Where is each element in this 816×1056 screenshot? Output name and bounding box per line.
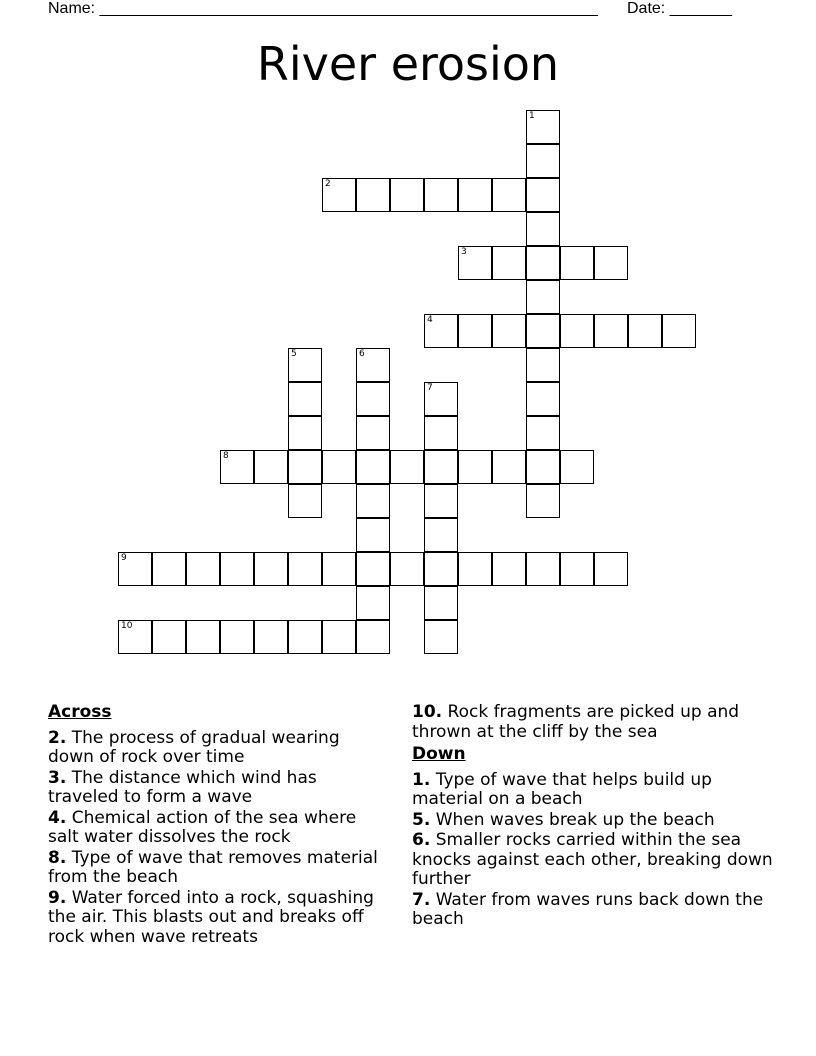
name-blank[interactable]: ________________________________________________________ — [99, 0, 598, 17]
crossword-cell[interactable] — [526, 144, 560, 178]
crossword-cell[interactable] — [390, 178, 424, 212]
crossword-cell[interactable] — [424, 450, 458, 484]
crossword-cell[interactable] — [526, 348, 560, 382]
crossword-cell[interactable] — [288, 620, 322, 654]
clue-number: 8. — [48, 847, 67, 868]
crossword-cell[interactable] — [356, 586, 390, 620]
crossword-cell[interactable] — [424, 382, 458, 416]
cell-number: 5 — [291, 349, 297, 359]
crossword-cell[interactable] — [322, 620, 356, 654]
crossword-cell[interactable] — [560, 552, 594, 586]
crossword-cell[interactable] — [424, 552, 458, 586]
crossword-cell[interactable] — [254, 450, 288, 484]
crossword-cell[interactable] — [526, 314, 560, 348]
crossword-cell[interactable] — [492, 314, 526, 348]
crossword-cell[interactable] — [390, 450, 424, 484]
crossword-cell[interactable] — [220, 620, 254, 654]
crossword-cell[interactable] — [288, 416, 322, 450]
crossword-cell[interactable] — [356, 518, 390, 552]
clue-across-9 — [48, 889, 388, 948]
crossword-cell[interactable] — [526, 552, 560, 586]
clue-text: Chemical action of the sea where salt water dissolves the rock — [48, 807, 357, 847]
crossword-cell[interactable] — [458, 178, 492, 212]
clue-down-1 — [412, 771, 782, 810]
cell-number: 4 — [427, 315, 433, 325]
crossword-cell[interactable] — [594, 552, 628, 586]
crossword-cell[interactable] — [322, 178, 356, 212]
crossword-cell[interactable] — [526, 178, 560, 212]
crossword-cell[interactable] — [526, 246, 560, 280]
crossword-cell[interactable] — [458, 314, 492, 348]
crossword-cell[interactable] — [152, 552, 186, 586]
clue-down-7 — [412, 891, 782, 930]
clue-text: Type of wave that helps build up material on a beach — [412, 769, 712, 809]
clue-text: When waves break up the beach — [435, 809, 715, 830]
clue-across-2 — [48, 729, 388, 768]
crossword-cell[interactable] — [560, 246, 594, 280]
crossword-cell[interactable] — [424, 416, 458, 450]
crossword-cell[interactable] — [560, 450, 594, 484]
crossword-cell[interactable] — [492, 178, 526, 212]
crossword-cell[interactable] — [526, 280, 560, 314]
page-title: River erosion — [256, 37, 560, 91]
clue-number: 1. — [412, 769, 431, 790]
crossword-cell[interactable] — [594, 314, 628, 348]
crossword-cell[interactable] — [356, 178, 390, 212]
crossword-cell[interactable] — [526, 484, 560, 518]
crossword-cell[interactable] — [220, 552, 254, 586]
crossword-cell[interactable] — [356, 552, 390, 586]
crossword-cell[interactable] — [492, 246, 526, 280]
crossword-cell[interactable] — [288, 382, 322, 416]
clue-number: 6. — [412, 830, 431, 850]
crossword-cell[interactable] — [424, 620, 458, 654]
crossword-cell[interactable] — [118, 620, 152, 654]
clue-text: Water forced into a rock, squashing the air. This blasts out and breaks off rock when wave retreats — [48, 887, 374, 947]
clue-text: Water from waves runs back down the beach — [412, 889, 764, 929]
crossword-cell[interactable] — [424, 518, 458, 552]
cell-number: 6 — [359, 349, 365, 359]
cell-number: 10 — [121, 621, 133, 631]
clue-text: The distance which wind has traveled to form a wave — [48, 767, 317, 807]
across-heading: Across — [48, 702, 112, 722]
crossword-cell[interactable] — [356, 484, 390, 518]
clue-text: Type of wave that removes material from the beach — [48, 847, 378, 887]
crossword-cell[interactable] — [424, 586, 458, 620]
crossword-cell[interactable] — [152, 620, 186, 654]
clues-column-right — [412, 703, 782, 931]
crossword-cell[interactable] — [526, 382, 560, 416]
down-heading: Down — [412, 744, 466, 764]
crossword-cell[interactable] — [458, 552, 492, 586]
cell-number: 8 — [223, 451, 229, 461]
clue-number: 7. — [412, 889, 431, 910]
clue-number: 4. — [48, 807, 67, 828]
clue-number: 5. — [412, 809, 431, 830]
crossword-cell[interactable] — [594, 246, 628, 280]
cell-number: 2 — [325, 179, 331, 189]
crossword-cell[interactable] — [322, 450, 356, 484]
name-label: Name: — [48, 0, 96, 17]
crossword-cell[interactable] — [458, 450, 492, 484]
cell-number: 1 — [529, 111, 535, 121]
crossword-cell[interactable] — [424, 178, 458, 212]
crossword-cell[interactable] — [492, 450, 526, 484]
clue-text: The process of gradual wearing down of rock over time — [48, 727, 340, 767]
clue-text: Rock fragments are picked up and thrown at the cliff by the sea — [412, 702, 740, 742]
crossword-cell[interactable] — [526, 110, 560, 144]
crossword-cell[interactable] — [492, 552, 526, 586]
clue-across-3 — [48, 769, 388, 808]
crossword-cell[interactable] — [356, 416, 390, 450]
crossword-cell[interactable] — [288, 552, 322, 586]
clues-column-left — [48, 703, 388, 948]
clue-text: Smaller rocks carried within the sea knocks against each other, breaking down further — [412, 830, 773, 889]
clue-down-6 — [412, 831, 782, 890]
clue-across-10 — [412, 703, 782, 742]
clue-number: 10. — [412, 702, 443, 722]
crossword-cell[interactable] — [118, 552, 152, 586]
date-label: Date: — [627, 0, 666, 17]
crossword-cell[interactable] — [526, 450, 560, 484]
crossword-cell[interactable] — [288, 484, 322, 518]
crossword-cell[interactable] — [356, 348, 390, 382]
crossword-cell[interactable] — [356, 620, 390, 654]
crossword-cell[interactable] — [288, 450, 322, 484]
crossword-cell[interactable] — [458, 246, 492, 280]
cell-number: 7 — [427, 383, 433, 393]
crossword-cell[interactable] — [186, 552, 220, 586]
crossword-cell[interactable] — [662, 314, 696, 348]
crossword-cell[interactable] — [356, 450, 390, 484]
clue-number: 9. — [48, 887, 67, 908]
crossword-cell[interactable] — [186, 620, 220, 654]
crossword-cell[interactable] — [424, 484, 458, 518]
clue-number: 2. — [48, 727, 67, 748]
clue-across-4 — [48, 809, 388, 848]
crossword-cell[interactable] — [220, 450, 254, 484]
crossword-cell[interactable] — [424, 314, 458, 348]
crossword-cell[interactable] — [526, 212, 560, 246]
crossword-cell[interactable] — [560, 314, 594, 348]
crossword-cell[interactable] — [628, 314, 662, 348]
crossword-cell[interactable] — [288, 348, 322, 382]
date-blank[interactable]: _______ — [669, 0, 732, 17]
clue-down-5 — [412, 811, 782, 831]
crossword-cell[interactable] — [254, 620, 288, 654]
crossword-cell[interactable] — [356, 382, 390, 416]
crossword-cell[interactable] — [254, 552, 288, 586]
cell-number: 9 — [121, 553, 127, 563]
clue-across-8 — [48, 849, 388, 888]
crossword-cell[interactable] — [390, 552, 424, 586]
crossword-cell[interactable] — [526, 416, 560, 450]
crossword-cell[interactable] — [322, 552, 356, 586]
cell-number: 3 — [461, 247, 467, 257]
clue-number: 3. — [48, 767, 67, 788]
